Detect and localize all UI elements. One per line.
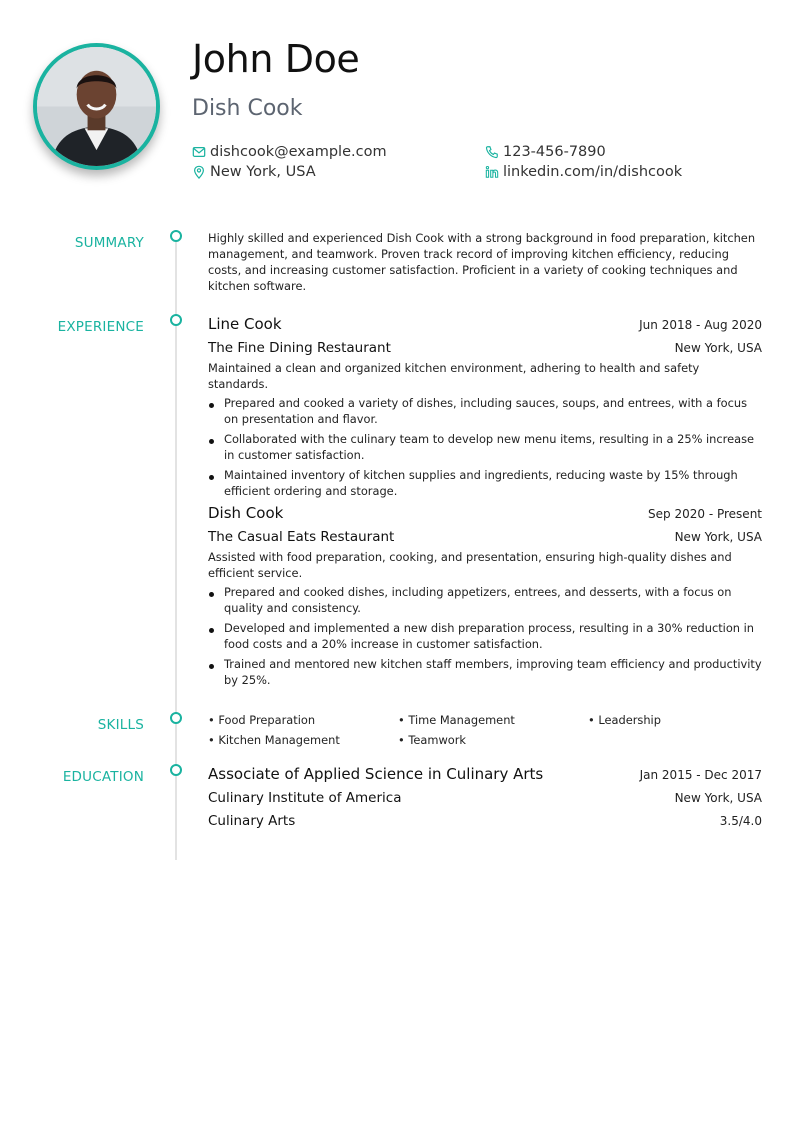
experience-dates: Jun 2018 - Aug 2020: [639, 318, 762, 332]
skill-item: • Food Preparation: [208, 712, 398, 728]
phone-text[interactable]: 123-456-7890: [503, 144, 606, 160]
contact-linkedin[interactable]: [485, 163, 682, 181]
timeline-dot-summary: [170, 230, 182, 242]
list-item: Collaborated with the culinary team to develop new menu items, resulting in a 25% increase in customer satisfaction.: [208, 431, 762, 463]
education-gpa: 3.5/4.0: [719, 814, 762, 828]
section-title-summary: SUMMARY: [74, 235, 144, 251]
education-school: Culinary Institute of America: [208, 790, 402, 806]
skill-item: • Leadership: [588, 712, 762, 728]
skill-item: • Time Management: [398, 712, 588, 728]
experience-dates: Sep 2020 - Present: [648, 507, 762, 521]
candidate-name: John Doe: [192, 37, 360, 81]
education-degree: Associate of Applied Science in Culinary Arts: [208, 765, 544, 783]
timeline-dot-skills: [170, 712, 182, 724]
skills-list: [208, 712, 762, 748]
education-dates: Jan 2015 - Dec 2017: [639, 768, 762, 782]
contact-location: [192, 163, 316, 181]
resume-header: [0, 0, 794, 200]
timeline-dot-experience: [170, 314, 182, 326]
experience-entry: [208, 314, 762, 503]
email-text[interactable]: dishcook@example.com: [210, 144, 387, 160]
skill-item: • Kitchen Management: [208, 732, 398, 748]
experience-description: Assisted with food preparation, cooking, and presentation, ensuring high-quality dishes and efficient service.: [208, 550, 732, 580]
experience-entry: [208, 503, 762, 692]
experience-description: Maintained a clean and organized kitchen environment, adhering to health and safety standards.: [208, 361, 700, 391]
phone-icon: [485, 145, 499, 159]
experience-company: The Fine Dining Restaurant: [208, 340, 391, 356]
skills-section: [208, 712, 762, 748]
experience-company: The Casual Eats Restaurant: [208, 529, 395, 545]
location-text: New York, USA: [210, 164, 316, 180]
experience-title: Dish Cook: [208, 504, 284, 522]
summary-text: Highly skilled and experienced Dish Cook with a strong background in food preparation, kitchen management, and teamwork. Proven track record of improving kitchen efficiency, reducing costs, and increasing customer satisfaction. Proficient in a variety of cooking techniques and kitchen software.: [208, 231, 756, 293]
list-item: Maintained inventory of kitchen supplies and ingredients, reducing waste by 15% through efficient ordering and storage.: [208, 467, 762, 499]
education-field: Culinary Arts: [208, 813, 296, 829]
mail-icon: [192, 145, 206, 159]
skill-item: • Teamwork: [398, 732, 588, 748]
job-title: Dish Cook: [192, 96, 303, 121]
list-item: Prepared and cooked dishes, including appetizers, entrees, and desserts, with a focus on quality and consistency.: [208, 584, 762, 616]
linkedin-icon: [485, 165, 499, 179]
section-title-experience: EXPERIENCE: [57, 319, 144, 335]
contact-email[interactable]: [192, 143, 387, 161]
experience-title: Line Cook: [208, 315, 282, 333]
list-item: Prepared and cooked a variety of dishes, including sauces, soups, and entrees, with a focus on presentation and flavor.: [208, 395, 762, 427]
profile-photo: [37, 47, 156, 166]
linkedin-text[interactable]: linkedin.com/in/dishcook: [503, 164, 683, 180]
experience-bullets: [208, 584, 762, 688]
education-location: New York, USA: [674, 791, 762, 805]
list-item: Developed and implemented a new dish preparation process, resulting in a 30% reduction in food costs and a 20% increase in customer satisfaction.: [208, 620, 762, 652]
timeline-dot-education: [170, 764, 182, 776]
experience-bullets: [208, 395, 762, 499]
summary-section: [208, 230, 762, 294]
experience-location: New York, USA: [674, 341, 762, 355]
section-title-skills: SKILLS: [97, 717, 144, 733]
list-item: Trained and mentored new kitchen staff members, improving team efficiency and productivity by 25%.: [208, 656, 762, 688]
map-pin-icon: [192, 165, 206, 179]
section-title-education: EDUCATION: [62, 769, 144, 785]
contact-phone[interactable]: [485, 143, 606, 161]
avatar: [33, 43, 160, 170]
education-entry: [208, 764, 762, 831]
experience-location: New York, USA: [674, 530, 762, 544]
